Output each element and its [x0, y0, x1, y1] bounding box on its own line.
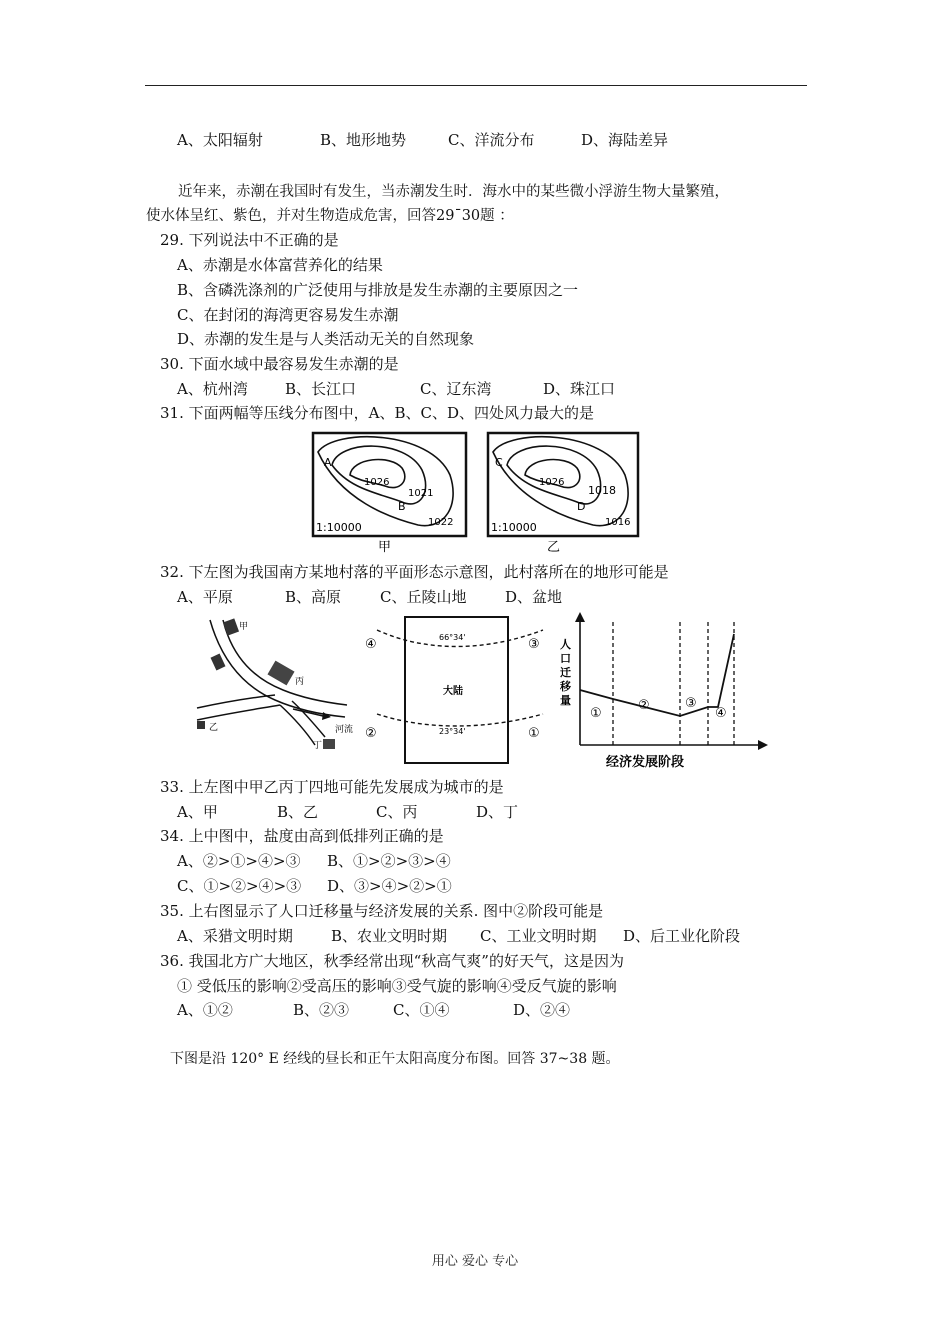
q29-option-d: D、赤潮的发生是与人类活动无关的自然现象: [177, 330, 475, 348]
q34-stem: 34. 上中图中，盐度由高到低排列正确的是: [160, 827, 444, 845]
q34-option-d: D、③>④>②>①: [327, 877, 452, 895]
q28-option-c: C、洋流分布: [448, 131, 535, 149]
q35-option-d: D、后工业化阶段: [623, 927, 741, 945]
q32-option-b: B、高原: [285, 588, 342, 606]
village-label-river: 河流: [335, 725, 354, 735]
isobar-jia-label-1022: 1022: [428, 517, 454, 528]
village-figure: [195, 615, 365, 765]
q29-option-b: B、含磷洗涤剂的广泛使用与排放是发生赤潮的主要原因之一: [177, 281, 579, 299]
isobar-jia-label-1021: 1021: [408, 488, 434, 499]
page-footer: 用心 爱心 专心: [431, 1254, 519, 1269]
q35-option-c: C、工业文明时期: [480, 927, 597, 945]
q30-option-b: B、长江口: [285, 380, 357, 398]
salinity-label-3: ③: [528, 637, 540, 652]
q32-option-d: D、盆地: [505, 588, 563, 606]
village-label-bing: 丙: [295, 677, 305, 687]
isobar-yi-label-1026: 1026: [539, 477, 565, 488]
q33-option-c: C、丙: [376, 803, 418, 821]
isobar-jia-label-1026: 1026: [364, 477, 390, 488]
migration-stage-4: ④: [715, 706, 727, 721]
migration-stage-2: ②: [638, 698, 650, 713]
q32-option-a: A、平原: [177, 588, 233, 606]
q33-option-b: B、乙: [277, 803, 319, 821]
q36-option-d: D、②④: [513, 1001, 571, 1019]
q31-stem: 31. 下面两幅等压线分布图中，A、B、C、D、四处风力最大的是: [160, 404, 594, 422]
q33-option-a: A、甲: [177, 803, 218, 821]
q29-option-c: C、在封闭的海湾更容易发生赤潮: [177, 306, 399, 324]
isobar-yi-label-1016: 1016: [605, 517, 631, 528]
salinity-label-4: ④: [365, 637, 377, 652]
isobar-yi-label-1018: 1018: [588, 484, 616, 497]
q36-option-a: A、①②: [177, 1001, 233, 1019]
isobar-map-yi: [485, 430, 645, 555]
migration-ylabel: 人口迁移量: [560, 638, 571, 707]
q35-option-a: A、采猎文明时期: [177, 927, 293, 945]
isobar-map-jia: [310, 430, 470, 555]
salinity-figure: [365, 612, 550, 767]
q32-option-c: C、丘陵山地: [380, 588, 467, 606]
q30-option-d: D、珠江口: [543, 380, 616, 398]
village-label-yi: 乙: [209, 723, 219, 733]
q36-statements: ① 受低压的影响②受高压的影响③受气旋的影响④受反气旋的影响: [177, 977, 617, 995]
q35-option-b: B、农业文明时期: [331, 927, 448, 945]
isobar-jia-caption: 甲: [378, 540, 392, 555]
q33-option-d: D、丁: [476, 803, 519, 821]
intro-red-tide-line1: 近年来，赤潮在我国时有发生，当赤潮发生时．海水中的某些微小浮游生物大量繁殖，: [178, 184, 729, 200]
q29-option-a: A、赤潮是水体富营养化的结果: [177, 256, 383, 274]
q35-stem: 35. 上右图显示了人口迁移量与经济发展的关系. 图中②阶段可能是: [160, 902, 604, 920]
q36-stem: 36. 我国北方广大地区，秋季经常出现“秋高气爽”的好天气，这是因为: [160, 952, 624, 970]
isobar-yi-scale: 1:10000: [491, 521, 537, 534]
q28-option-a: A、太阳辐射: [177, 131, 263, 149]
salinity-lat-23: 23°34': [439, 727, 466, 736]
salinity-lat-66: 66°34': [439, 633, 466, 642]
q36-option-c: C、①④: [393, 1001, 450, 1019]
isobar-jia-scale: 1:10000: [316, 521, 362, 534]
q34-option-b: B、①>②>③>④: [327, 852, 451, 870]
isobar-yi-caption: 乙: [547, 540, 561, 555]
q33-stem: 33. 上左图中甲乙丙丁四地可能先发展成为城市的是: [160, 778, 504, 796]
q34-option-c: C、①>②>④>③: [177, 877, 302, 895]
isobar-jia-label-b: B: [398, 500, 406, 513]
header-rule: [145, 85, 807, 86]
intro-red-tide-line2: 使水体呈红、紫色，并对生物造成危害，回答29¯30题 ：: [146, 208, 514, 224]
intro-37-38: 下图是沿 120° E 经线的昼长和正午太阳高度分布图。回答 37~38 题。: [170, 1051, 620, 1067]
salinity-label-2: ②: [365, 726, 377, 741]
isobar-yi-label-c: C: [495, 456, 503, 469]
q34-option-a: A、②>①>④>③: [177, 852, 301, 870]
village-label-jia: 甲: [239, 622, 249, 632]
salinity-continent: 大陆: [443, 686, 463, 697]
isobar-yi-label-d: D: [577, 500, 586, 513]
migration-stage-1: ①: [590, 706, 602, 721]
q32-stem: 32. 下左图为我国南方某地村落的平面形态示意图，此村落所在的地形可能是: [160, 563, 669, 581]
migration-stage-3: ③: [685, 696, 697, 711]
salinity-label-1: ①: [528, 726, 540, 741]
village-label-ding: 丁: [313, 741, 323, 751]
q30-stem: 30. 下面水域中最容易发生赤潮的是: [160, 355, 399, 373]
q29-stem: 29. 下列说法中不正确的是: [160, 231, 339, 249]
q28-option-d: D、海陆差异: [581, 131, 669, 149]
q36-option-b: B、②③: [293, 1001, 350, 1019]
q30-option-c: C、辽东湾: [420, 380, 492, 398]
q30-option-a: A、杭州湾: [177, 380, 248, 398]
migration-xlabel: 经济发展阶段: [606, 755, 685, 770]
q28-option-b: B、地形地势: [320, 131, 407, 149]
isobar-jia-label-a: A: [324, 456, 332, 469]
migration-figure: [558, 612, 770, 772]
